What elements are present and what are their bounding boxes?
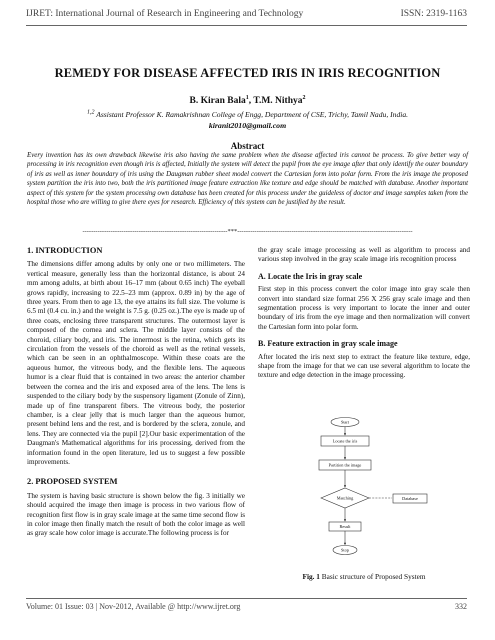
figure-label: Fig. 1: [302, 572, 320, 581]
author-2-sup: 2: [302, 94, 306, 101]
partition-label: Partition the image: [328, 462, 362, 468]
header-rule: [26, 25, 467, 26]
figure-caption: [258, 572, 470, 581]
page-footer: [26, 598, 467, 618]
page-header: [26, 9, 467, 31]
affiliation-sup: 1,2: [86, 109, 95, 116]
right-column: [258, 246, 470, 388]
author-email[interactable]: kiranit2010@gmail.com: [208, 121, 287, 130]
flowchart: [305, 412, 445, 572]
start-label: Start: [340, 419, 350, 425]
intro-heading: 1. INTRODUCTION: [27, 246, 103, 255]
continued-paragraph: the gray scale image processing as well as algorithm to process and various step involved in the gray scale image iris recognition process: [258, 246, 470, 264]
proposed-heading: 2. PROPOSED SYSTEM: [27, 477, 118, 487]
locate-label: Locate the iris: [332, 438, 358, 444]
result-label: Result: [339, 524, 351, 529]
database-label: Database: [402, 496, 418, 501]
left-column: [27, 246, 245, 546]
paper-title: REMEDY FOR DISEASE AFFECTED IRIS IN IRIS RECOGNITION: [54, 66, 441, 80]
subsection-a-heading: A. Locate the Iris in gray scale: [258, 271, 363, 281]
author-1: B. Kiran Bala: [189, 96, 246, 106]
subsection-a-paragraph: First step in this process convert the color image into gray scale then convert into standard size format 256 X 256 gray scale image and then segmentation process is very important to locate the inner and outer boundary of iris from the eye image and then normalization will convert the Cartesian form into polar form.: [258, 285, 470, 331]
issn: ISSN: 2319-1163: [400, 9, 467, 19]
journal-name: IJRET: International Journal of Research in Engineering and Technology: [26, 9, 304, 19]
stop-label: Stop: [341, 547, 349, 553]
affiliation-text: Assistant Professor K. Ramakrishnan College of Engg, Department of CSE, Trichy, Tamil Nadu, India.: [94, 110, 409, 119]
subsection-b-heading: B. Feature extraction in gray scale image: [258, 339, 398, 349]
figure-caption-text: Basic structure of Proposed System: [319, 572, 426, 581]
abstract-heading: Abstract: [230, 141, 265, 151]
authors: [0, 96, 495, 106]
proposed-paragraph: The system is having basic structure is shown below the fig. 3 initially we should acquired the image then image is process in two various flow of recognition first flow is in gray scale image at the same time second flow is in color image then finally match the result of both the color image as well as gray scale how color image is accurate.The following process is for: [27, 491, 245, 538]
author-sep: ,: [248, 96, 254, 106]
footer-rule: [26, 598, 467, 599]
volume-info: Volume: 01 Issue: 03 | Nov-2012, Available @ http://www.ijret.org: [26, 602, 241, 611]
author-1-sup: 1: [245, 94, 249, 101]
intro-paragraph: The dimensions differ among adults by only one or two millimeters. The vertical measure, generally less than the horizontal distance, is about 24 mm among adults, at birth about 16–17 mm (about 0.65 inch) The eyeball grows rapidly, increasing to 22.5–23 mm (approx. 0.89 in) by the age of three years. From then to age 13, the eye attains its full size. The volume is 6.5 ml (0.4 cu. in.) and the weight is 7.5 g. (0.25 oz.).The eye is made up of three coats, enclosing three transparent structures. The outermost layer is composed of the cornea and sclera. The middle layer consists of the choroid, ciliary body, and iris. The innermost is the retina, which gets its circulation from the vessels of the choroid as well as the retinal vessels, which can be seen in an ophthalmoscope. Within these coats are the aqueous humor, the vitreous body, and the flexible lens. The aqueous humor is a clear fluid that is contained in two areas: the anterior chamber between the cornea and the iris and exposed area of the lens. The lens is suspended to the ciliary body by the suspensory ligament (Zonule of Zinn), made up of fine transparent fibers. The vitreous body, the posterior chamber, is a clear jelly that is much larger than the aqueous humor, present behind lens and the rest, and is bordered by the sclera, zonule, and lens. They are connected via the pupil [2].Our basic experimentation of the Daugman's Mathematical algorithms for iris processing, derived from the information found in the open literature, led us to suggest a few possible improvements.: [27, 260, 245, 466]
abstract-text: Every invention has its own drawback likewise iris also having the same problem when the disease affected iris cannot be process. To give better way of processing in iris recognition even though iris is affected, Initially the system will detect the pupil from the eye image after that only identify the outer boundary of iris as well as inner boundary of iris using the Daugman rubber sheet model convert the Cartesian form into polar form. From the iris image the proposed system partition the iris into two, both the iris partitioned image feature extraction like texture and edge should be matched with database. Another important aspect of this system for the system processing own database has been created for this process under the guideless of doctor and image samples taken from the hospital those who are willing to give there eyes for research. Efficiency of this system can be justified by the result.: [27, 152, 468, 207]
affiliation: [0, 110, 495, 119]
page-number: 332: [455, 602, 467, 611]
matching-label: Matching: [336, 495, 354, 501]
flowchart-svg: [305, 412, 445, 572]
section-separator: -------------------------------------------------------------------***---------------------------------------------------------------------------------: [82, 228, 413, 235]
subsection-b-paragraph: After located the iris next step to extract the feature like texture, edge, shape from the image for that we can use several algorithm to locate the texture and edge detection in the image processing.: [258, 352, 470, 380]
author-2: T.M. Nithya: [253, 96, 303, 106]
